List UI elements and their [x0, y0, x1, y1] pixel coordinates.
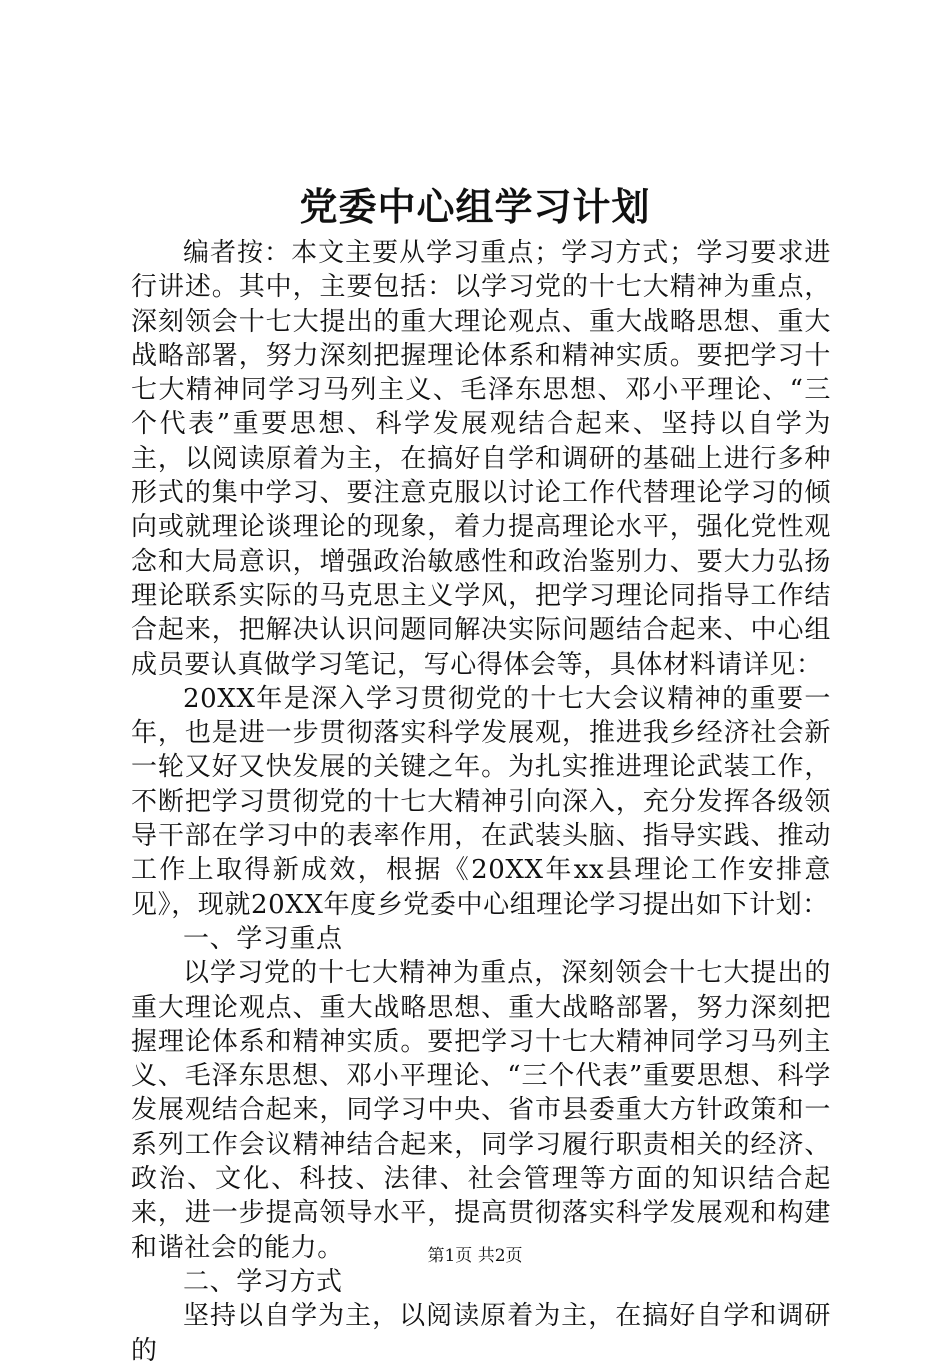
section-heading-study-method: 二、学习方式	[183, 1266, 343, 1297]
study-method-paragraph: 坚持以自学为主，以阅读原着为主，在搞好自学和调研的	[131, 1301, 831, 1366]
section-heading-study-focus: 一、学习重点	[183, 923, 343, 954]
page-number-footer: 第1页 共2页	[427, 1246, 523, 1266]
document-body	[131, 236, 831, 1368]
document-title: 党委中心组学习计划	[299, 184, 651, 229]
editor-note-paragraph: 编者按：本文主要从学习重点；学习方式；学习要求进行讲述。其中，主要包括：以学习党的十七大精神为重点，深刻领会十七大提出的重大理论观点、重大战略思想、重大战略部署，努力深刻把握理论体系和精神实质。要把学习十七大精神同学习马列主义、毛泽东思想、邓小平理论、“三个代表”重要思想、科学发展观结合起来、坚持以自学为主，以阅读原着为主，在搞好自学和调研的基础上进行多种形式的集中学习、要注意克服以讨论工作代替理论学习的倾向或就理论谈理论的现象，着力提高理论水平，强化党性观念和大局意识，增强政治敏感性和政治鉴别力、要大力弘扬理论联系实际的马克思主义学风，把学习理论同指导工作结合起来，把解决认识问题同解决实际问题结合起来、中心组成员要认真做学习笔记，写心得体会等，具体材料请详见：	[131, 238, 831, 680]
intro-paragraph: 20XX年是深入学习贯彻党的十七大会议精神的重要一年，也是进一步贯彻落实科学发展观，推进我乡经济社会新一轮又好又快发展的关键之年。为扎实推进理论武装工作，不断把学习贯彻党的十七大精神引向深入，充分发挥各级领导干部在学习中的表率作用，在武装头脑、指导实践、推动工作上取得新成效，根据《20XX年xx县理论工作安排意见》，现就20XX年度乡党委中心组理论学习提出如下计划：	[131, 683, 831, 920]
study-focus-paragraph: 以学习党的十七大精神为重点，深刻领会十七大提出的重大理论观点、重大战略思想、重大战略部署，努力深刻把握理论体系和精神实质。要把学习十七大精神同学习马列主义、毛泽东思想、邓小平理论、“三个代表”重要思想、科学发展观结合起来，同学习中央、省市县委重大方针政策和一系列工作会议精神结合起来，同学习履行职责相关的经济、政治、文化、科技、法律、社会管理等方面的知识结合起来，进一步提高领导水平，提高贯彻落实科学发展观和构建和谐社会的能力。	[131, 958, 831, 1263]
